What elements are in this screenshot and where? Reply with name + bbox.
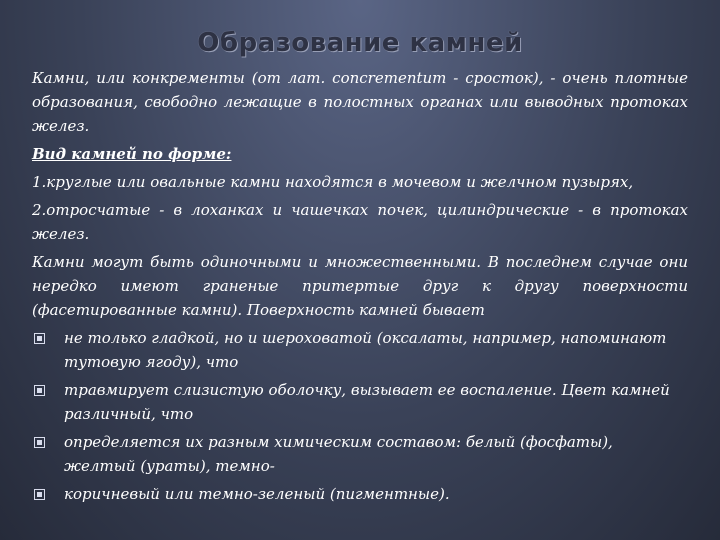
- slide-body: [32, 66, 688, 510]
- list-item: 2.отросчатые - в лоханках и чашечках почек, цилиндрические - в протоках желез.: [32, 201, 688, 243]
- square-bullet-icon: [34, 489, 45, 500]
- list-item: 1.круглые или овальные камни находятся в мочевом и желчном пузырях,: [32, 173, 634, 191]
- list-item: Камни могут быть одиночными и множественными. В последнем случае они нередко имеют граненые притертые друг к другу поверхности (фасетированные камни). Поверхность камней бывает: [32, 253, 688, 319]
- bullet-text: определяется их разным химическим составом: белый (фосфаты), желтый (ураты), темно-: [64, 433, 613, 475]
- bullet-item: [32, 378, 688, 426]
- square-bullet-icon: [34, 385, 45, 396]
- intro-paragraph: Камни, или конкременты (от лат. concrementum - сросток), - очень плотные образования, свободно лежащие в полостных органах или выводных протоках желез.: [32, 69, 688, 135]
- bullet-item: [32, 326, 688, 374]
- slide-title: Образование камней: [197, 28, 523, 58]
- bullet-item: [32, 430, 688, 478]
- bullet-text: не только гладкой, но и шероховатой (оксалаты, например, напоминают тутовую ягоду), что: [64, 329, 667, 371]
- square-bullet-icon: [34, 333, 45, 344]
- bullet-list: [32, 326, 688, 506]
- bullet-text: травмирует слизистую оболочку, вызывает ее воспаление. Цвет камней различный, что: [64, 381, 670, 423]
- bullet-item: [32, 482, 688, 506]
- bullet-text: коричневый или темно-зеленый (пигментные).: [64, 485, 450, 503]
- square-bullet-icon: [34, 437, 45, 448]
- shape-heading: Вид камней по форме:: [32, 145, 232, 163]
